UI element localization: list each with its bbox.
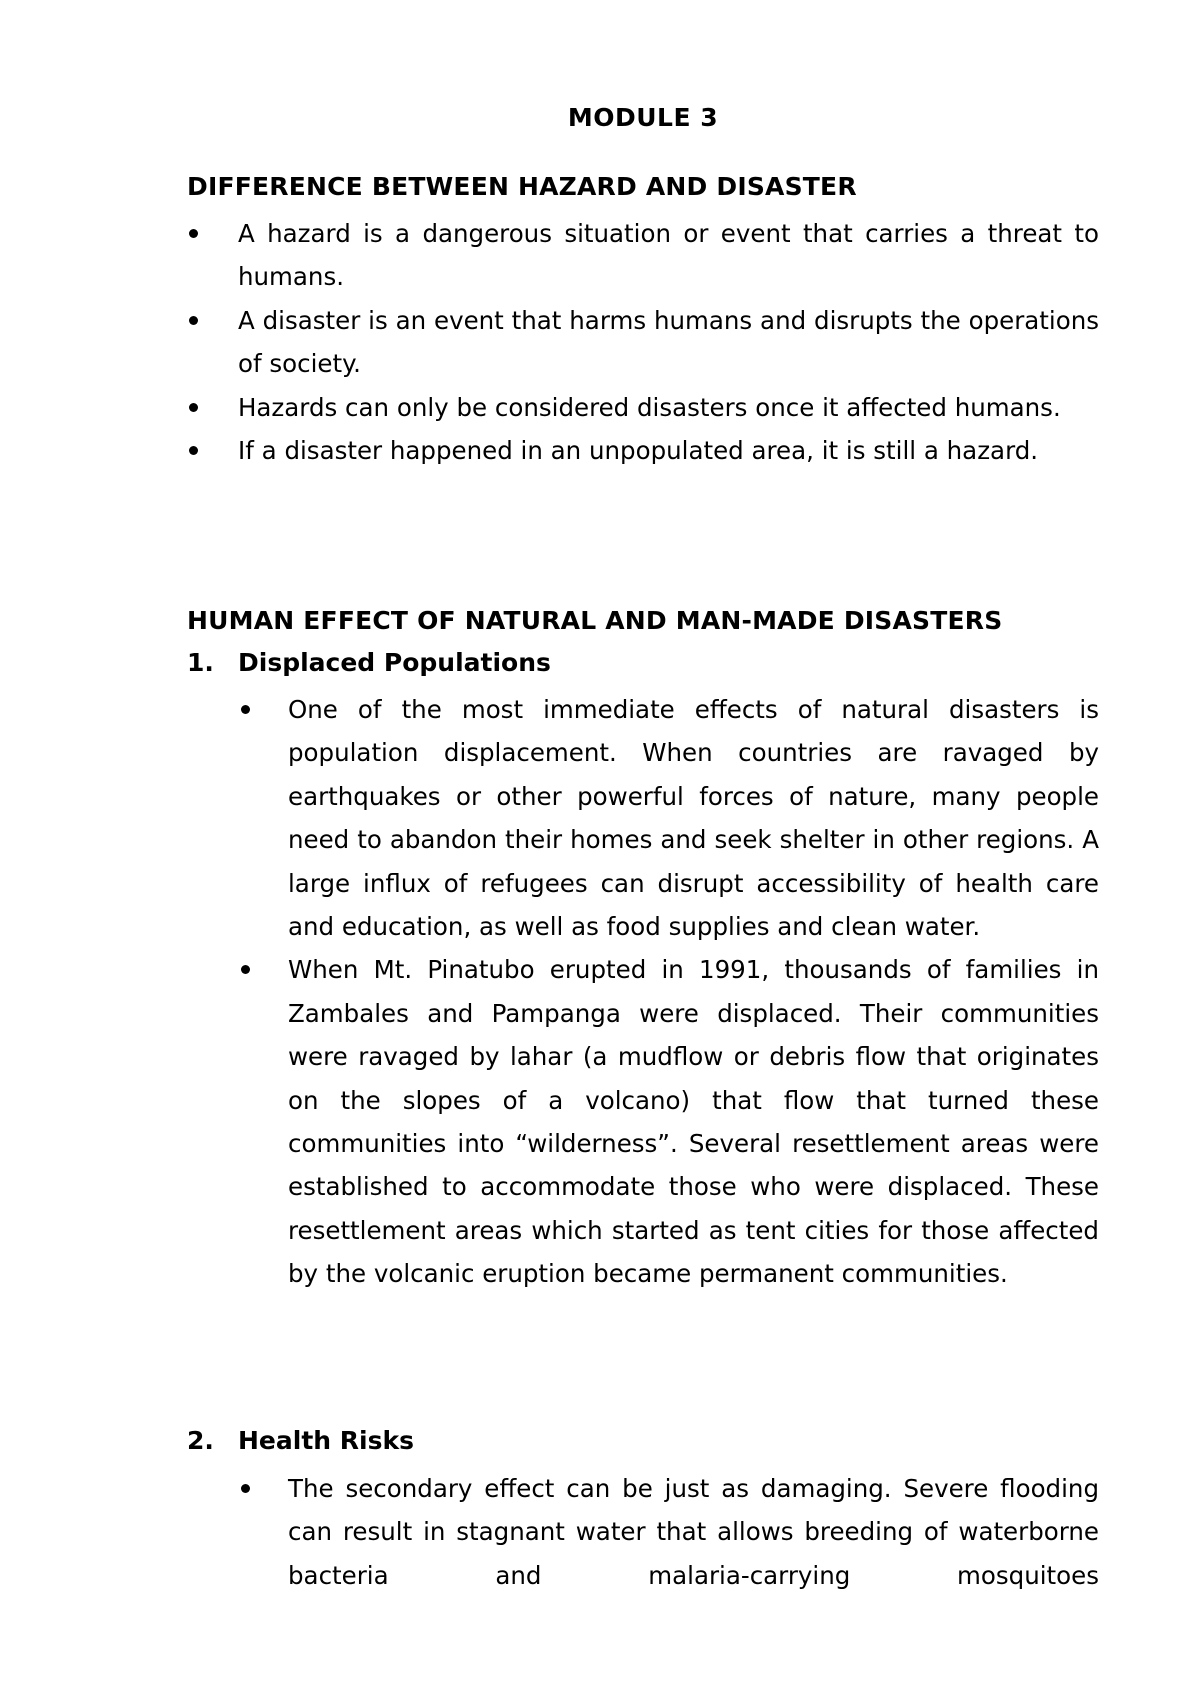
bullet-text: Hazards can only be considered disasters once it affected humans. [238,392,1061,422]
list-item [288,948,1099,1295]
list-item [288,1467,1099,1597]
list-item [288,688,1099,948]
bullet-icon [189,316,198,325]
bullet-icon [241,1484,250,1493]
item-title: Displaced Populations [238,648,551,677]
bullet-text: If a disaster happened in an unpopulated area, it is still a hazard. [238,436,1039,466]
bullet-icon [189,229,198,238]
bullet-icon [189,446,198,455]
bullet-text: A hazard is a dangerous situation or event that carries a threat to humans. [238,219,1099,292]
bullet-text: One of the most immediate effects of natural disasters is population displacement. When countries are ravaged by earthquakes or other powerful forces of nature, many people need to abandon their homes and seek shelter in other regions. A large influx of refugees can disrupt accessibility of health care and education, as well as food supplies and clean water. [288,695,1099,942]
bullet-text: A disaster is an event that harms humans and disrupts the operations of society. [238,305,1099,379]
list-item [238,429,1099,472]
bullet-icon [241,965,250,974]
item-number: 2. [187,1426,214,1455]
list-item [238,299,1099,386]
displaced-populations-bullet-list [288,688,1099,1296]
bullet-icon [189,403,198,412]
numbered-heading-displaced-populations [187,648,551,677]
list-item [238,212,1099,299]
difference-bullet-list [238,212,1099,472]
section-heading-difference: DIFFERENCE BETWEEN HAZARD AND DISASTER [187,172,857,201]
bullet-text: The secondary effect can be just as damaging. Severe flooding can result in stagnant water that allows breeding of waterborne bacteria and malaria-carrying mosquitoes [288,1474,1099,1590]
health-risks-bullet-list [288,1467,1099,1597]
section-heading-human-effect: HUMAN EFFECT OF NATURAL AND MAN-MADE DISASTERS [187,606,1003,635]
item-number: 1. [187,648,214,677]
module-title: MODULE 3 [567,103,719,132]
numbered-heading-health-risks [187,1426,414,1455]
list-item [238,386,1099,429]
bullet-icon [241,705,250,714]
bullet-text: When Mt. Pinatubo erupted in 1991, thousands of families in Zambales and Pampanga were displaced. Their communities were ravaged by lahar (a mudflow or debris flow that originates on the slopes of a volcano) that flow that turned these communities into “wilderness”. Several resettlement areas were established to accommodate those who were displaced. These resettlement areas which started as tent cities for those affected by the volcanic eruption became permanent communities. [288,955,1099,1289]
item-title: Health Risks [238,1426,414,1455]
